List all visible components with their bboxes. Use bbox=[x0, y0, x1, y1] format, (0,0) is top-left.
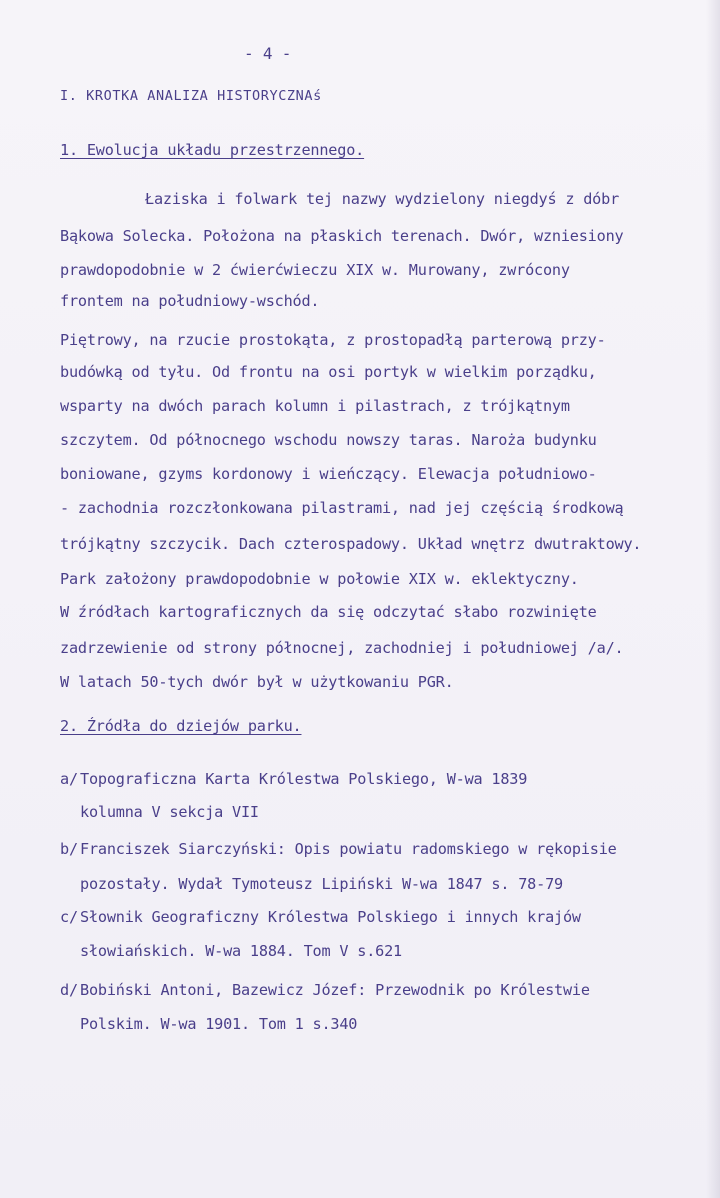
source-line: słowiańskich. W-wa 1884. Tom V s.621 bbox=[80, 942, 402, 960]
text-line: wsparty na dwóch parach kolumn i pilastrach, z trójkątnym bbox=[60, 397, 570, 415]
page-number: - 4 - bbox=[244, 44, 292, 63]
source-label: d/ bbox=[60, 981, 78, 999]
text-line: trójkątny szczycik. Dach czterospadowy. Układ wnętrz dwutraktowy. bbox=[60, 535, 642, 553]
text-line: frontem na południowy-wschód. bbox=[60, 292, 320, 310]
source-line: Polskim. W-wa 1901. Tom 1 s.340 bbox=[80, 1015, 358, 1033]
source-label: b/ bbox=[60, 840, 78, 858]
text-line: Park założony prawdopodobnie w połowie XIX w. eklektyczny. bbox=[60, 570, 579, 588]
text-line: Łaziska i folwark tej nazwy wydzielony niegdyś z dóbr bbox=[145, 190, 620, 208]
source-line: kolumna V sekcja VII bbox=[80, 803, 259, 821]
source-label: a/ bbox=[60, 770, 78, 788]
text-line: szczytem. Od północnego wschodu nowszy taras. Naroża budynku bbox=[60, 431, 597, 449]
text-line: boniowane, gzyms kordonowy i wieńczący. Elewacja południowo- bbox=[60, 465, 597, 483]
text-line: prawdopodobnie w 2 ćwierćwieczu XIX w. Murowany, zwrócony bbox=[60, 261, 570, 279]
section-1-heading: 1. Ewolucja układu przestrzennego. bbox=[60, 141, 365, 159]
text-line: zadrzewienie od strony północnej, zachodniej i południowej /a/. bbox=[60, 639, 624, 657]
source-line: Słownik Geograficzny Królestwa Polskiego i innych krajów bbox=[80, 908, 581, 926]
source-line: pozostały. Wydał Tymoteusz Lipiński W-wa 1847 s. 78-79 bbox=[80, 875, 563, 893]
page-edge-shadow bbox=[706, 0, 720, 1198]
text-line: budówką od tyłu. Od frontu na osi portyk w wielkim porządku, bbox=[60, 363, 597, 381]
text-line: W latach 50-tych dwór był w użytkowaniu PGR. bbox=[60, 673, 454, 691]
section-2-heading: 2. Źródła do dziejów parku. bbox=[60, 717, 302, 735]
text-line: Bąkowa Solecka. Położona na płaskich terenach. Dwór, wzniesiony bbox=[60, 227, 624, 245]
text-line: Piętrowy, na rzucie prostokąta, z prostopadłą parterową przy- bbox=[60, 331, 606, 349]
text-line: - zachodnia rozczłonkowana pilastrami, nad jej częścią środkową bbox=[60, 499, 624, 517]
source-line: Topograficzna Karta Królestwa Polskiego, W-wa 1839 bbox=[80, 770, 528, 788]
source-label: c/ bbox=[60, 908, 78, 926]
source-line: Franciszek Siarczyński: Opis powiatu radomskiego w rękopisie bbox=[80, 840, 617, 858]
text-line: W źródłach kartograficznych da się odczytać słabo rozwinięte bbox=[60, 603, 597, 621]
chapter-title: I. KROTKA ANALIZA HISTORYCZNAś bbox=[60, 88, 322, 104]
source-line: Bobiński Antoni, Bazewicz Józef: Przewodnik po Królestwie bbox=[80, 981, 590, 999]
